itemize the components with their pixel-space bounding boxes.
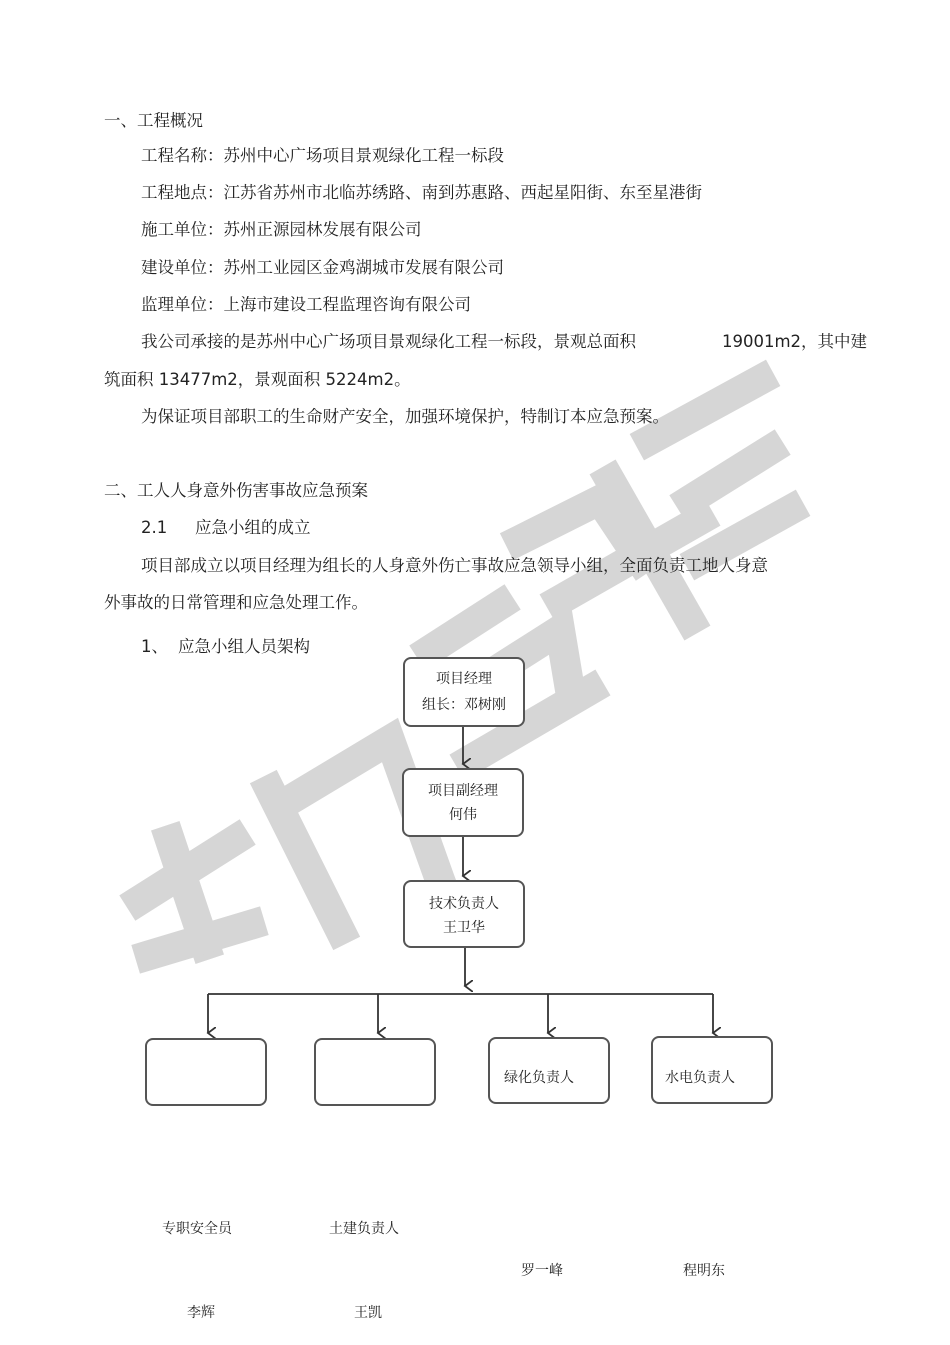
greening-lead-box — [488, 1037, 610, 1104]
section-2-paragraph-a: 项目部成立以项目经理为组长的人身意外伤亡事故应急领导小组，全面负责工地人身意 — [141, 556, 768, 575]
greening-lead-name: 罗一峰 — [521, 1263, 563, 1279]
paragraph-1-part-a: 我公司承接的是苏州中心广场项目景观绿化工程一标段，景观总面积 — [141, 332, 636, 351]
civil-lead-name: 王凯 — [354, 1305, 382, 1321]
list-title: 应急小组人员架构 — [178, 637, 310, 656]
technical-lead-name: 王卫华 — [443, 920, 485, 936]
technical-lead-title: 技术负责人 — [429, 896, 499, 912]
section-2-heading: 二、工人人身意外伤害事故应急预案 — [104, 481, 368, 500]
subsection-title: 应急小组的成立 — [195, 518, 311, 537]
project-manager-title: 项目经理 — [436, 671, 492, 687]
section-1-heading: 一、工程概况 — [104, 111, 203, 130]
paragraph-2: 为保证项目部职工的生命财产安全，加强环境保护，特制订本应急预案。 — [141, 407, 669, 426]
subsection-number: 2.1 — [141, 518, 168, 537]
section-2-paragraph-b: 外事故的日常管理和应急处理工作。 — [104, 593, 368, 612]
greening-lead-title: 绿化负责人 — [504, 1070, 574, 1086]
utilities-lead-box — [651, 1036, 773, 1104]
developer: 建设单位：苏州工业园区金鸡湖城市发展有限公司 — [141, 258, 504, 277]
safety-officer-box — [145, 1038, 267, 1106]
paragraph-1-part-c: 筑面积 13477m2，景观面积 5224m2。 — [104, 370, 411, 389]
project-location: 工程地点：江苏省苏州市北临苏绣路、南到苏惠路、西起星阳街、东至星港街 — [141, 183, 702, 202]
technical-lead-box — [403, 880, 525, 948]
deputy-manager-title: 项目副经理 — [428, 783, 498, 799]
civil-lead-box — [314, 1038, 436, 1106]
project-name: 工程名称：苏州中心广场项目景观绿化工程一标段 — [141, 146, 504, 165]
civil-lead-title: 土建负责人 — [329, 1221, 399, 1237]
deputy-manager-name: 何伟 — [449, 807, 477, 823]
deputy-manager-box — [402, 768, 524, 837]
safety-officer-name: 李辉 — [187, 1305, 215, 1321]
utilities-lead-title: 水电负责人 — [665, 1070, 735, 1086]
contractor: 施工单位：苏州正源园林发展有限公司 — [141, 220, 422, 239]
utilities-lead-name: 程明东 — [683, 1263, 725, 1279]
project-manager-name: 组长：邓树刚 — [422, 697, 506, 713]
paragraph-1-part-b: 19001m2，其中建 — [722, 332, 868, 351]
safety-officer-title: 专职安全员 — [162, 1221, 232, 1237]
supervisor: 监理单位：上海市建设工程监理咨询有限公司 — [141, 295, 471, 314]
list-number: 1、 — [141, 637, 168, 656]
project-manager-box — [403, 657, 525, 727]
